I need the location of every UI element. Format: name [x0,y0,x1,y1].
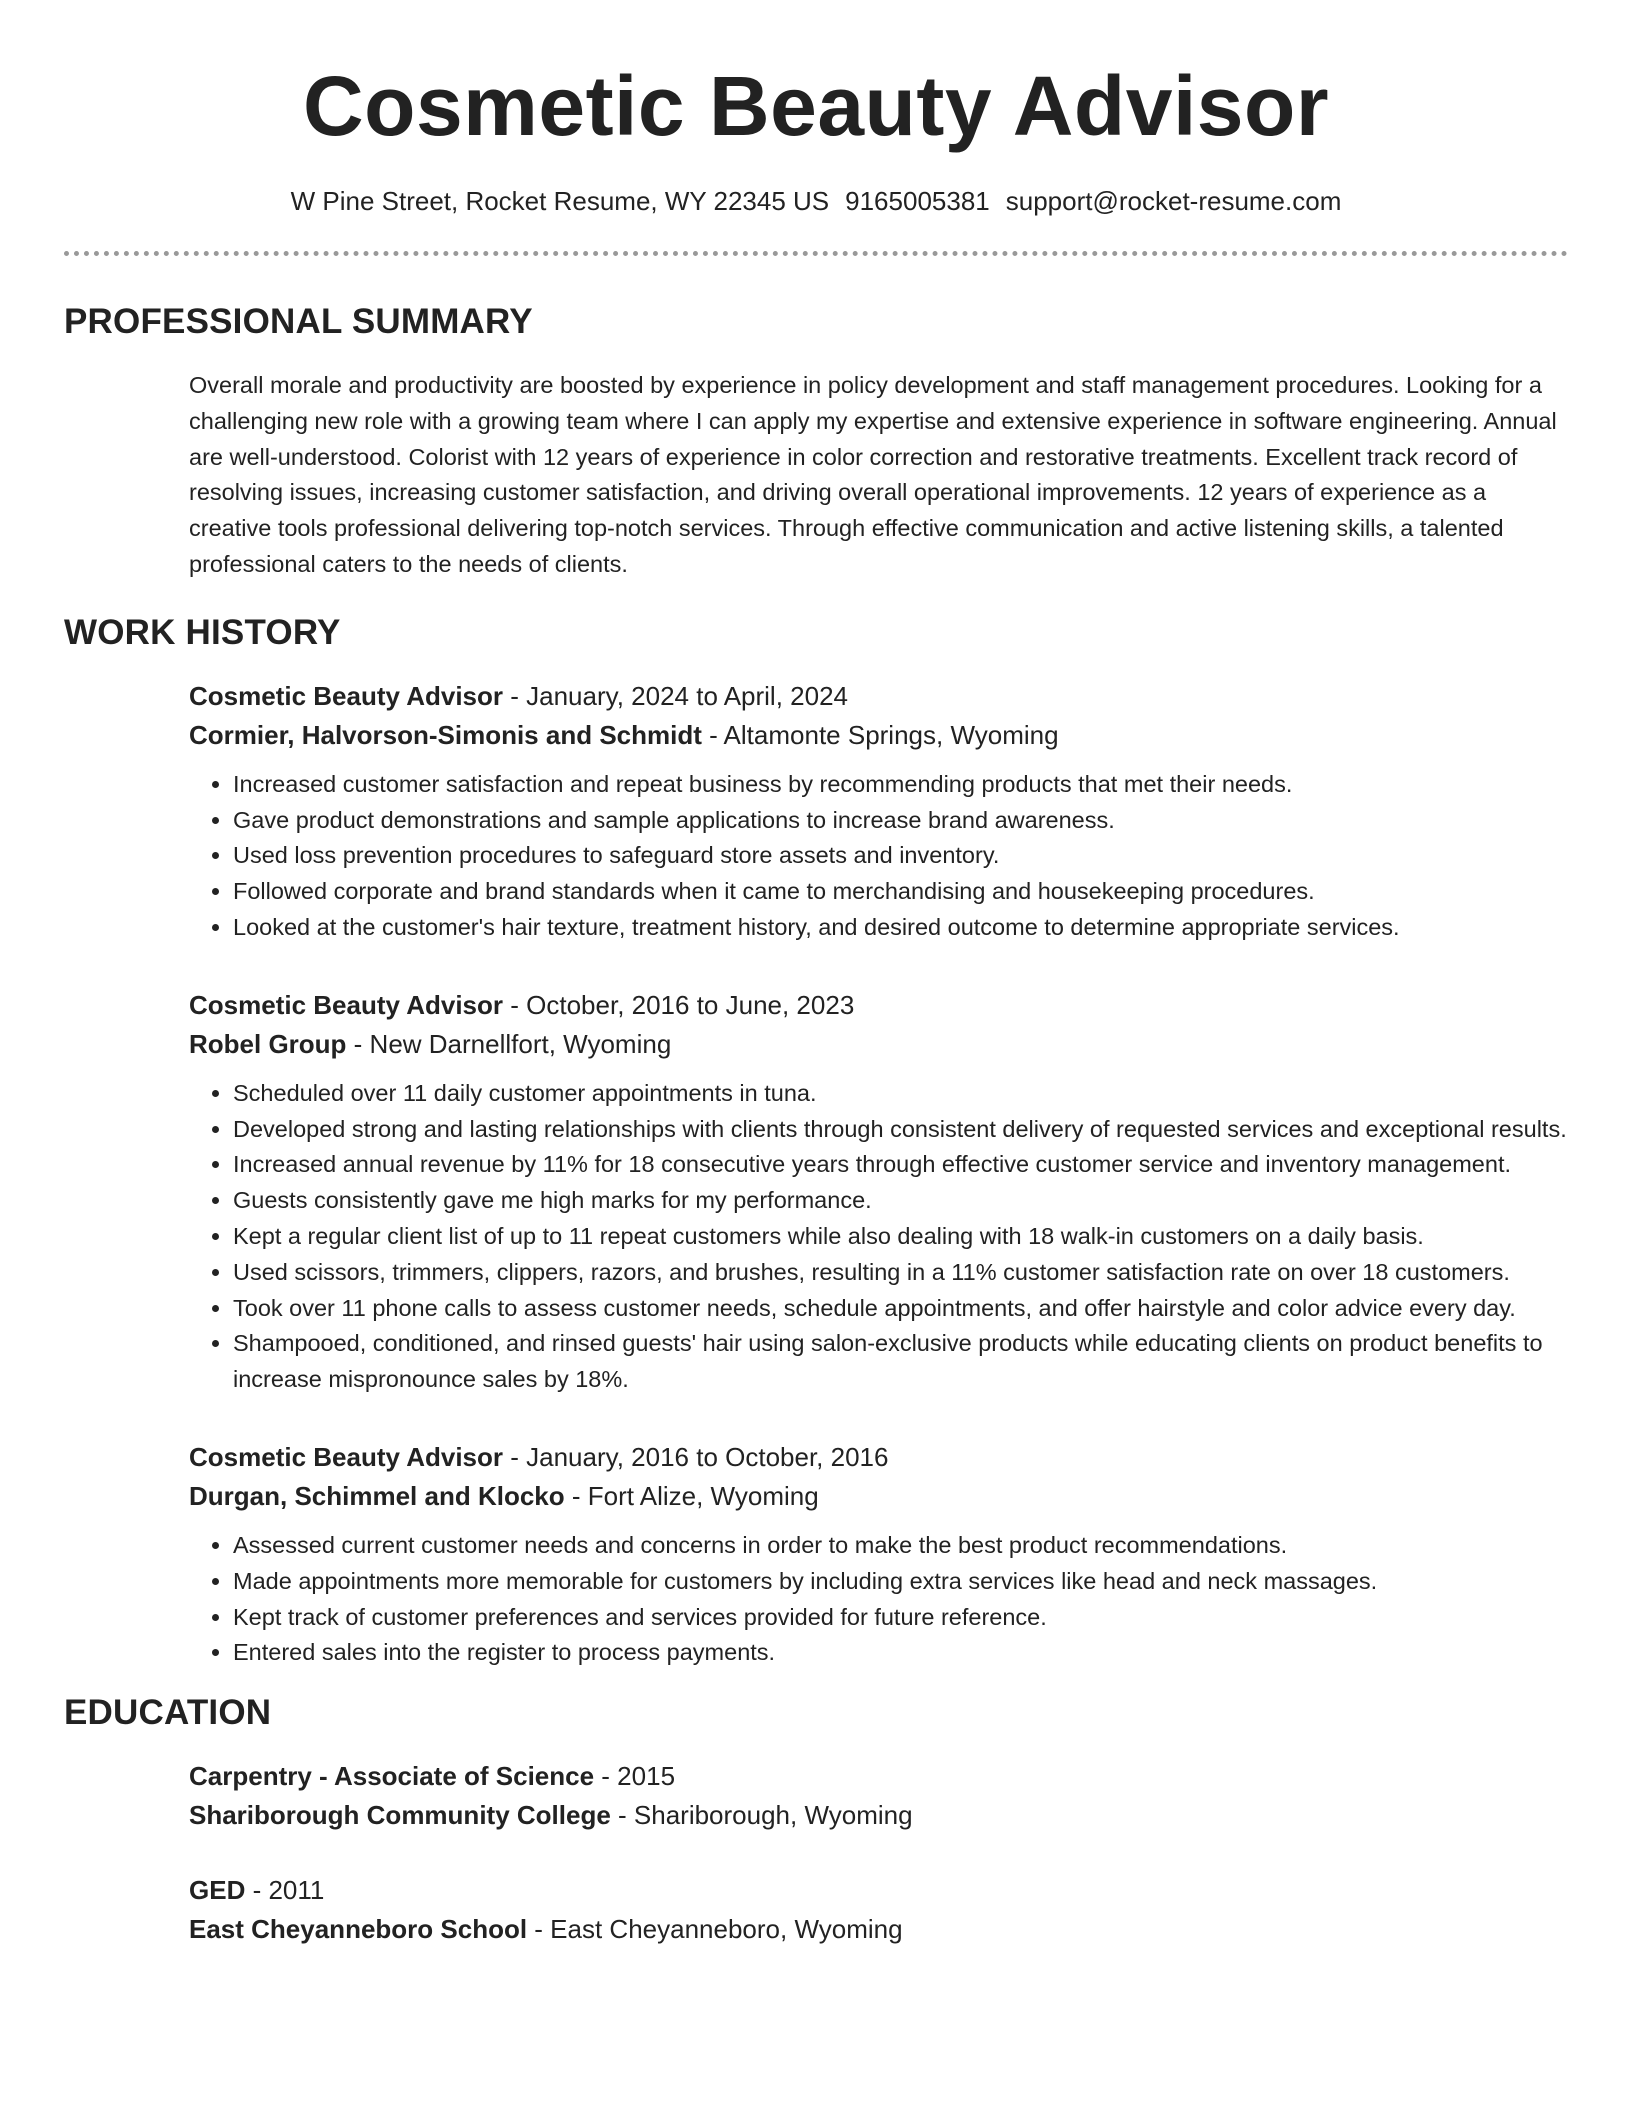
job-bullet: • Developed strong and lasting relationships with clients through consistent delivery of requested services and exceptional results. [233,1112,1568,1148]
header-divider [64,251,1568,256]
work-history-body [189,677,1568,1671]
job-dates: - October, 2016 to June, 2023 [503,989,855,1020]
job-bullet: • Entered sales into the register to process payments. [233,1635,1568,1671]
job-role: Cosmetic Beauty Advisor [189,1441,504,1472]
education-section [64,1691,1568,1949]
education-school-line [189,1796,1568,1835]
job-bullet: • Increased annual revenue by 11% for 18 consecutive years through effective customer service and inventory management. [233,1147,1568,1183]
education-heading: EDUCATION [64,1693,272,1733]
summary-heading: PROFESSIONAL SUMMARY [64,302,533,341]
job-location: - New Darnellfort, Wyoming [346,1028,672,1059]
job-bullet: • Made appointments more memorable for customers by including extra services like head and neck massages. [233,1564,1568,1600]
job-bullets [189,767,1568,946]
job-entry [189,677,1568,946]
job-location: - Altamonte Springs, Wyoming [701,719,1059,750]
job-company-line [189,1477,1568,1516]
contact-email: support@rocket-resume.com [1005,186,1342,216]
education-body [189,1757,1568,1949]
education-school: East Cheyanneboro School [189,1914,528,1945]
contact-line [64,184,1568,218]
summary-text: Overall morale and productivity are boosted by experience in policy development and staff management procedures. Looking for a challenging new role with a growing team where I can apply my expertise and extensive experience in software engineering. Annual are well-understood. Colorist with 12 years of experience in color correction and restorative treatments. Excellent track record of resolving issues, increasing customer satisfaction, and driving overall operational improvements. 12 years of experience as a creative tools professional delivering top-notch services. Through effective communication and active listening skills, a talented professional caters to the needs of clients. [189,372,1557,577]
contact-phone: 9165005381 [845,186,990,216]
job-bullets [189,1528,1568,1671]
education-entry [189,1757,1568,1835]
work-history-section [64,611,1568,1671]
job-title-line [189,1438,1568,1477]
education-entry [189,1871,1568,1949]
education-school-line [189,1910,1568,1949]
contact-address: W Pine Street, Rocket Resume, WY 22345 US [290,186,830,216]
job-bullet: • Scheduled over 11 daily customer appointments in tuna. [233,1076,1568,1112]
job-bullet: • Looked at the customer's hair texture, treatment history, and desired outcome to determine appropriate services. [233,910,1568,946]
education-location: - East Cheyanneboro, Wyoming [527,1914,903,1945]
job-bullet: • Gave product demonstrations and sample applications to increase brand awareness. [233,803,1568,839]
job-bullet: • Took over 11 phone calls to assess customer needs, schedule appointments, and offer hairstyle and color advice every day. [233,1291,1568,1327]
candidate-name: Cosmetic Beauty Advisor [302,59,1330,153]
job-bullet: • Shampooed, conditioned, and rinsed guests' hair using salon-exclusive products while educating clients on product benefits to increase mispronounce sales by 18%. [233,1326,1568,1398]
job-bullet: • Kept a regular client list of up to 11 repeat customers while also dealing with 18 walk-in customers on a daily basis. [233,1219,1568,1255]
job-bullet: • Increased customer satisfaction and repeat business by recommending products that met their needs. [233,767,1568,803]
job-company: Cormier, Halvorson-Simonis and Schmidt [189,719,702,750]
job-role: Cosmetic Beauty Advisor [189,680,504,711]
education-year: - 2011 [245,1875,325,1906]
job-bullet: • Used scissors, trimmers, clippers, razors, and brushes, resulting in a 11% customer satisfaction rate on over 18 customers. [233,1255,1568,1291]
job-company-line [189,1025,1568,1064]
education-location: - Shariborough, Wyoming [610,1800,913,1831]
education-school: Shariborough Community College [189,1800,611,1831]
education-degree-line [189,1757,1568,1796]
education-degree-line [189,1871,1568,1910]
job-bullets [189,1076,1568,1398]
job-entry [189,1438,1568,1671]
resume-header [64,0,1568,218]
summary-section [64,300,1568,583]
job-role: Cosmetic Beauty Advisor [189,989,504,1020]
summary-body [189,368,1568,583]
job-bullet: • Kept track of customer preferences and services provided for future reference. [233,1600,1568,1636]
job-company-line [189,716,1568,755]
job-bullet: • Guests consistently gave me high marks for my performance. [233,1183,1568,1219]
work-history-heading: WORK HISTORY [64,612,341,652]
education-degree: GED [189,1875,246,1906]
job-bullet: • Assessed current customer needs and concerns in order to make the best product recommendations. [233,1528,1568,1564]
job-dates: - January, 2016 to October, 2016 [503,1441,889,1472]
education-degree: Carpentry - Associate of Science [189,1761,595,1792]
job-bullet: • Followed corporate and brand standards when it came to merchandising and housekeeping procedures. [233,874,1568,910]
job-bullet: • Used loss prevention procedures to safeguard store assets and inventory. [233,838,1568,874]
job-title-line [189,986,1568,1025]
job-location: - Fort Alize, Wyoming [564,1480,819,1511]
job-company: Robel Group [189,1028,347,1059]
job-entry [189,986,1568,1398]
job-dates: - January, 2024 to April, 2024 [503,680,848,711]
education-year: - 2015 [594,1761,676,1792]
job-company: Durgan, Schimmel and Klocko [189,1480,565,1511]
job-title-line [189,677,1568,716]
